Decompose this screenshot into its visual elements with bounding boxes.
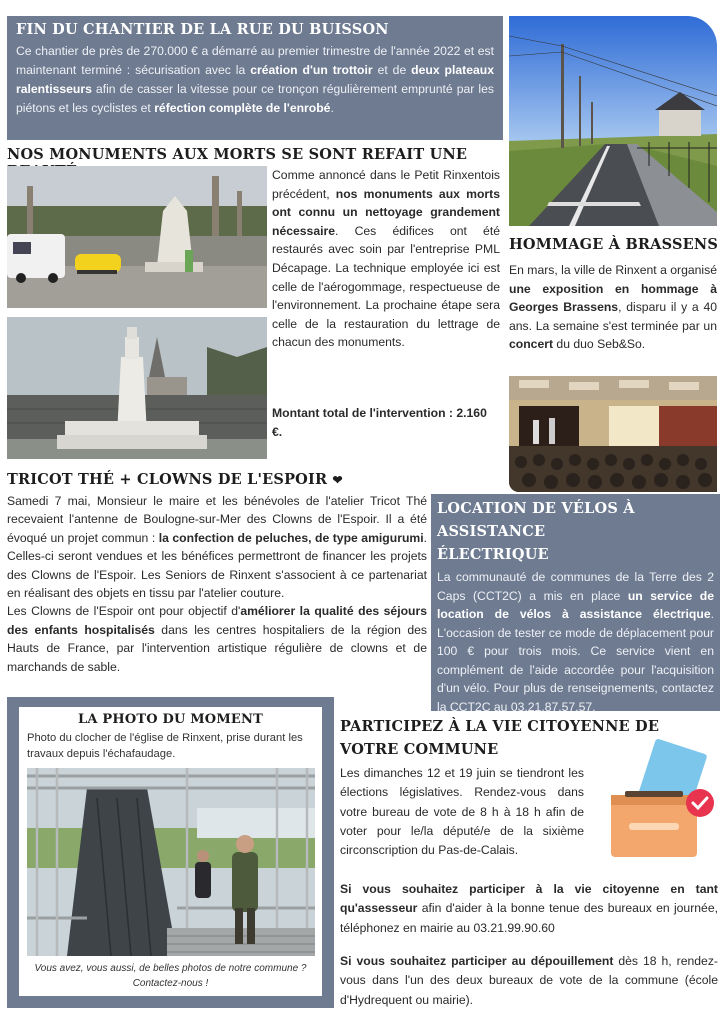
road-photo xyxy=(509,16,717,226)
velos-section xyxy=(431,494,720,714)
photo-moment-frame xyxy=(7,697,334,1008)
citoyenne-text-1: Les dimanches 12 et 19 juin se tiendront les élections législatives. Rendez-vous dans votre bureau de vote de 8 h à 18 h afin de voter pour le/la député/e de la sixième circonscription du Pas-de-Calais. xyxy=(340,766,584,858)
heart-icon: ❤ xyxy=(332,473,343,487)
chantier-title: FIN DU CHANTIER DE LA RUE DU BUISSON xyxy=(16,21,389,38)
chantier-text: Ce chantier de près de 270.000 € a démarré au premier trimestre de l'année 2022 et est maintenant terminé : sécurisation avec la création d'un trottoir et de deux plateaux ralentisseurs afin de casser la vitesse pour ce tronçon régulièrement emprunté par les piétons et les cyclistes et réfection complète de l'enrobé. xyxy=(16,44,494,115)
citoyenne-title: PARTICIPEZ À LA VIE CITOYENNE DE VOTRE COMMUNE xyxy=(340,718,660,758)
velos-text: La communauté de communes de la Terre des 2 Caps (CCT2C) a mis en place un service de location de vélos à assistance électrique. L'occasion de tester ce mode de déplacement pour 100 € pour trois mois. Ce service vient en complément de l'aide accordée pour l'acquisition d'un vélo. Pour plus de renseignements, contactez la CCT2C au 03.21.87.57.57. xyxy=(437,570,715,714)
citoyenne-text-2: Si vous souhaitez participer à la vie citoyenne en tant qu'assesseur afin d'aider à la bonne tenue des bureaux en journée, téléphonez en mairie au 03.21.99.90.60 xyxy=(340,882,718,935)
monument-photo-2 xyxy=(7,317,267,459)
citoyenne-text-3: Si vous souhaitez participer au dépouillement dès 18 h, rendez-vous dans l'un des deux bureaux de vote de la commune (école d'Hydrequent ou mairie). xyxy=(340,954,718,1007)
brassens-photo xyxy=(509,376,717,492)
brassens-text: En mars, la ville de Rinxent a organisé une exposition en hommage à Georges Brassens, disparu il y a 40 ans. La semaine s'est terminée par un concert du duo Seb&So. xyxy=(509,263,717,351)
monuments-title: NOS MONUMENTS AUX MORTS SE SONT REFAIT UNE xyxy=(7,146,468,163)
clocher-photo xyxy=(27,768,315,956)
monuments-total: Montant total de l'intervention : 2.160 €. xyxy=(272,406,487,439)
ballot-box-icon xyxy=(601,735,719,863)
tricot-text: Samedi 7 mai, Monsieur le maire et les bénévoles de l'atelier Tricot Thé recevaient l'antenne de Boulogne-sur-Mer des Clowns de l'Espoir. Il a été évoqué un projet commun : la confection de peluches, de type amigurumi. Celles-ci seront vendues et les bénéfices permettront de financer les projets des Clowns de l'Espoir. Les Seniors de Rinxent s'associent à ce partenariat en réalisant des objets en tissu par l'atelier couture. Les Clowns de l'Espoir ont pour objectif d'améliorer la qualité des séjours des enfants hospitalisés dans les centres hospitaliers de la région des Hauts de France, par l'intervention artistique régulière de clowns et de marchands de sable. xyxy=(7,494,428,674)
monuments-text: Comme annoncé dans le Petit Rinxentois précédent, nos monuments aux morts ont connu un nettoyage grandement nécessaire. Ces édifices ont été restaurés avec soin par l'entreprise PML Décapage. La technique employée ici est celle de l'aérogommage, respectueuse de l'environnement. La prochaine étape sera celle de la restauration du lettrage de chacun des monuments. xyxy=(272,168,500,350)
tricot-title: TRICOT THÉ + CLOWNS DE L'ESPOIR ❤ xyxy=(7,471,343,488)
photo-moment-title: LA PHOTO DU MOMENT xyxy=(78,712,263,727)
photo-moment-card xyxy=(19,707,322,996)
photo-moment-footer: Vous avez, vous aussi, de belles photos de notre commune ? Contactez-nous ! xyxy=(34,963,307,989)
chantier-section xyxy=(7,16,503,140)
monument-photo-1 xyxy=(7,166,267,308)
velos-title: LOCATION DE VÉLOS À ASSISTANCE ÉLECTRIQUE xyxy=(437,500,635,563)
brassens-title: HOMMAGE À BRASSENS xyxy=(509,236,719,253)
photo-moment-caption: Photo du clocher de l'église de Rinxent, prise durant les travaux depuis l'échafaudage. xyxy=(27,732,303,760)
